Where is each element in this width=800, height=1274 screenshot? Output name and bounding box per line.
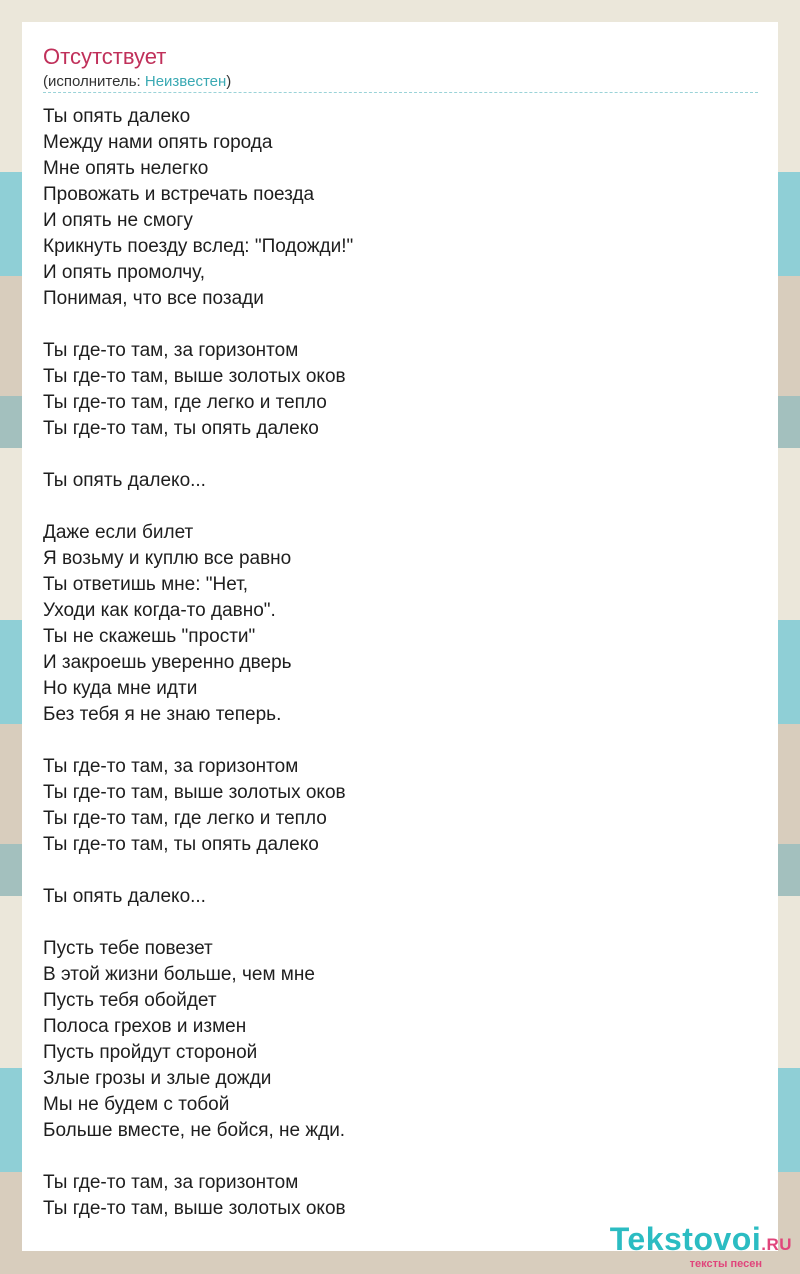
logo-name: Tekstovoi bbox=[609, 1221, 762, 1257]
performer-link[interactable]: Неизвестен bbox=[144, 73, 227, 90]
site-logo[interactable] bbox=[610, 1222, 792, 1270]
performer-line bbox=[43, 73, 231, 91]
logo-tagline: тексты песен bbox=[689, 1258, 762, 1270]
performer-prefix: (исполнитель: bbox=[43, 73, 145, 90]
logo-wordmark bbox=[610, 1222, 792, 1262]
song-title: Отсутствует bbox=[43, 44, 167, 69]
logo-tld: .RU bbox=[761, 1235, 792, 1254]
performer-suffix: ) bbox=[226, 73, 232, 90]
lyrics-text: Ты опять далеко Между нами опять города Мне опять нелегко Провожать и встречать поезда И опять не смогу Крикнуть поезду вслед: "Подожди!" И опять промолчу, Понимая, что все позади Ты где-то там, за горизонтом Ты где-то там, выше золотых оков Ты где-то там, где легко и тепло Ты где-то там, ты опять далеко Ты опять далеко... Даже если билет Я возьму и куплю все равно Ты ответишь мне: "Нет, Уходи как когда-то давно". Ты не скажешь "прости" И закроешь уверенно дверь Но куда мне идти Без тебя я не знаю теперь. Ты где-то там, за горизонтом Ты где-то там, выше золотых оков Ты где-то там, где легко и тепло Ты где-то там, ты опять далеко Ты опять далеко... Пусть тебе повезет В этой жизни больше, чем мне Пусть тебя обойдет Полоса грехов и измен Пусть пройдут стороной Злые грозы и злые дожди Мы не будем с тобой Больше вместе, не бойся, не жди. Ты где-то там, за горизонтом Ты где-то там, выше золотых оков bbox=[43, 106, 354, 1219]
lyrics-card bbox=[22, 22, 778, 1251]
title-divider bbox=[43, 92, 758, 93]
